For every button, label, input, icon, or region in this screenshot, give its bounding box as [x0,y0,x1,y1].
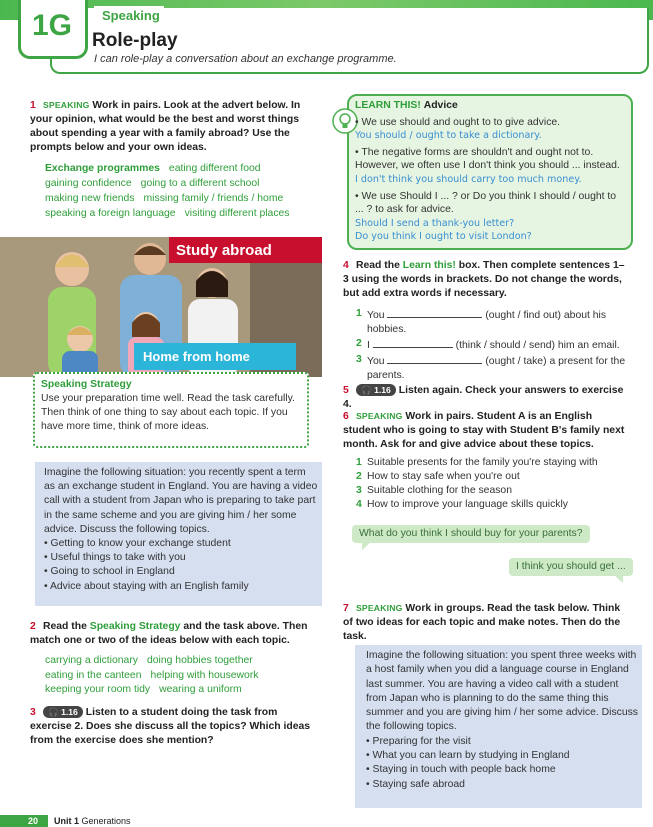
instruction-text: Read the [43,621,87,632]
idea-item: helping with housework [150,669,259,681]
instruction-text: and the task above. Then match one or two of the ideas below with each topic. [30,621,308,646]
task-bullet: • Getting to know your exchange student [44,538,231,550]
idea-list [45,654,320,698]
idea-item: eating in the canteen [45,669,142,681]
speech-bubble-answer: I think you should get ... [509,558,633,576]
advert-subtitle: Home from home [143,349,250,364]
exercise-number: 7 [343,603,349,614]
prompt-item: visiting different places [184,208,290,219]
unit-label: Unit 1 Generations [54,816,131,826]
exercise-1 [30,98,322,221]
exercise-3 [30,706,320,748]
prompt-item: eating different food [168,163,261,174]
exercise-number: 4 [343,260,349,271]
strategy-link: Speaking Strategy [89,621,181,632]
exercise-number: 5 [343,385,349,396]
speaking-label: SPEAKING [356,411,403,421]
exercise-number: 1 [30,100,36,111]
prompt-item: gaining confidence [45,178,132,189]
idea-item: wearing a uniform [159,684,242,695]
exercise-4 [343,259,628,383]
task-bullet: • Staying safe abroad [366,778,465,790]
exercise-number: 3 [30,707,36,718]
exercise-number: 6 [343,411,349,422]
speaking-label: SPEAKING [43,100,90,110]
instruction-text: Read the [356,260,400,271]
answer-blank[interactable] [373,337,453,348]
task-2 [366,649,638,792]
idea-item: doing hobbies together [146,655,253,666]
learn-example: Should I send a thank-you letter? [355,217,515,229]
strategy-title: Speaking Strategy [41,379,132,390]
prompt-item: making new friends [45,193,135,204]
speaking-label: SPEAKING [356,603,403,613]
page-title: Role-play [92,30,178,51]
exercise-5 [343,384,628,412]
audio-track-button[interactable]: 🎧 1.16 [356,384,396,396]
answer-blank[interactable] [387,353,482,364]
prompt-item: going to a different school [140,178,260,189]
instruction-text: Work in groups. Read the task below. Think of two ideas for each topic and make notes. Then do the task. [343,603,621,642]
task-bullet: • Going to school in England [44,566,175,578]
instruction-text: Listen again. Check your answers to exercise 4. [343,385,624,410]
exercise-number: 2 [30,621,36,632]
topic-item: 1 Suitable presents for the family you're staying with [356,457,598,468]
exercise-6 [343,409,628,512]
audio-track-button[interactable]: 🎧 1.16 [43,706,83,718]
exercise-instruction: Work in pairs. Look at the advert below. In your opinion, what would be the best and worst things about spending a year with a family abroad? Use the prompts below and your own ideas. [30,100,301,153]
section-name: Speaking [102,8,160,23]
sentence-list [356,307,628,383]
learn-this-link: Learn this! [402,260,456,271]
task-bullet: • Advice about staying with an English family [44,580,249,592]
learn-title: LEARN THIS! [355,100,421,111]
speech-bubble-question: What do you think I should buy for your parents? [352,525,590,543]
exercise-2 [30,620,320,698]
sentence-item: 3 You (ought / take) a present for the parents. [356,354,626,381]
learn-point: • We use should and ought to to give advice. [355,116,561,128]
task-text: Imagine the following situation: you spent three weeks with a host family when you did a language course in England last summer. You are having a video call with a student from Japan who is planning to do the same thing this summer and you are giving him / her some advice. Discuss the following topics. [366,650,638,733]
answer-blank[interactable] [387,307,482,318]
strategy-text: Use your preparation time well. Read the task carefully. Then think of one thing to say about each topic. If you have more time, think of more ideas. [41,393,295,432]
learn-example: Do you think I ought to visit London? [355,231,532,243]
task-1 [44,466,318,594]
task-text: Imagine the following situation: you recently spent a term as an exchange student in England. You are having a video call with a student from Japan who is preparing to take part in the same scheme and you are giving him / her some advice. Discuss the following topics. [44,467,318,535]
topic-item: 2 How to stay safe when you're out [356,471,520,482]
task-bullet: • Staying in touch with people back home [366,764,556,776]
task-bullet: • Preparing for the visit [366,735,471,747]
learn-example: You should / ought to take a dictionary. [355,130,542,142]
idea-item: carrying a dictionary [45,655,138,666]
prompt-item: speaking a foreign language [45,208,176,219]
prompt-list [45,161,322,221]
topic-item: 3 Suitable clothing for the season [356,485,512,496]
exercise-7 [343,601,628,644]
learn-point: • The negative forms are shouldn't and ought not to. However, we often use I don't think you should ... instead. [355,146,620,172]
page-number-tab [0,815,48,827]
learn-example: I don't think you should carry too much money. [355,173,582,185]
learn-point: • We use Should I ... ? or Do you think I should / ought to ... ? to ask for advice. [355,190,617,216]
task-bullet: • Useful things to take with you [44,552,186,564]
topic-list [356,456,628,512]
instruction-text: Listen to a student doing the task from exercise 2. Does she discuss all the topics? Which ideas from the exercise does she mention? [30,707,311,746]
sentence-item: 1 You (ought / find out) about his hobbies. [356,308,607,335]
sentence-item: 2 I (think / should / send) him an email. [356,338,620,351]
task-bullet: • What you can learn by studying in England [366,750,570,762]
instruction-text: box. Then complete sentences 1–3 using the words in brackets. Do not change the words, but add extra words if necessary. [343,260,625,299]
prompt-item: Exchange programmes [45,163,160,174]
instruction-text: Work in pairs. Student A is an English student who is going to stay with Student B's family next month. Ask for and give advice about these topics. [343,411,625,450]
prompt-item: missing family / friends / home [143,193,284,204]
lesson-objective: I can role-play a conversation about an exchange programme. [94,53,397,65]
idea-item: keeping your room tidy [45,684,151,695]
lesson-number: 1G [31,9,73,42]
advert-title: Study abroad [176,242,272,259]
learn-this-content [355,99,625,244]
page-number: 20 [28,816,39,826]
learn-subtitle: Advice [423,100,458,111]
topic-item: 4 How to improve your language skills quickly [356,499,568,510]
